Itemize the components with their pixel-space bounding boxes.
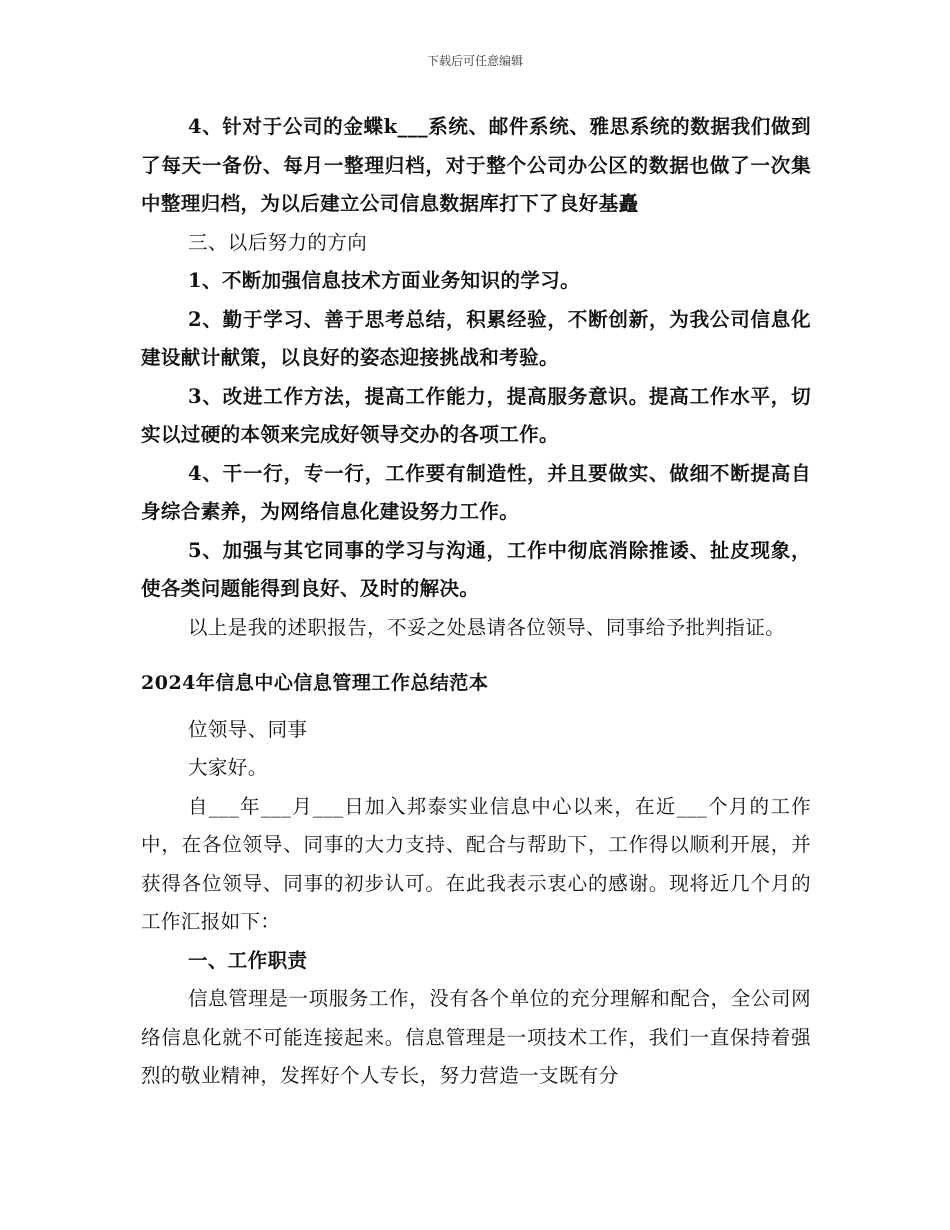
section-heading-future-direction: 三、以后努力的方向 bbox=[188, 230, 368, 254]
paragraph-item-5: 5、加强与其它同事的学习与沟通，工作中彻底消除推诿、扯皮现象，使各类问题能得到良好、及时的解决。 bbox=[141, 538, 811, 600]
page-header: 下载后可任意编辑 bbox=[426, 54, 523, 68]
paragraph-backup-archiving: 4、针对于公司的金蝶k___系统、邮件系统、雅思系统的数据我们做到了每天一备份、每月一整理归档，对于整个公司办公区的数据也做了一次集中整理归档，为以后建立公司信息数据库打下了良好基矗 bbox=[141, 115, 811, 215]
paragraph-item-2: 2、勤于学习、善于思考总结，积累经验，不断创新，为我公司信息化建设献计献策，以良好的姿态迎接挑战和考验。 bbox=[141, 307, 811, 369]
paragraph-introduction: 自___年___月___日加入邦泰实业信息中心以来，在近___个月的工作中，在各位领导、同事的大力支持、配合与帮助下，工作得以顺利开展，并获得各位领导、同事的初步认可。在此我表示衷心的感谢。现将近几个月的工作汇报如下： bbox=[141, 794, 811, 933]
paragraph-item-3: 3、改进工作方法，提高工作能力，提高服务意识。提高工作水平，切实以过硬的本领来完成好领导交办的各项工作。 bbox=[141, 384, 811, 446]
paragraph-salutation: 位领导、同事 bbox=[188, 717, 308, 741]
section-heading-job-duties: 一、工作职责 bbox=[188, 948, 308, 972]
document-body bbox=[141, 108, 811, 1096]
document-title: 2024年信息中心信息管理工作总结范本 bbox=[141, 672, 489, 694]
paragraph-job-duties: 信息管理是一项服务工作，没有各个单位的充分理解和配合，全公司网络信息化就不可能连接起来。信息管理是一项技术工作，我们一直保持着强烈的敬业精神，发挥好个人专长，努力营造一支既有分 bbox=[141, 987, 811, 1087]
paragraph-greeting: 大家好。 bbox=[188, 756, 268, 779]
paragraph-closing: 以上是我的述职报告，不妥之处恳请各位领导、同事给予批判指证。 bbox=[188, 615, 786, 639]
paragraph-item-4: 4、干一行，专一行，工作要有制造性，并且要做实、做细不断提高自身综合素养，为网络信息化建设努力工作。 bbox=[141, 461, 811, 523]
paragraph-item-1: 1、不断加强信息技术方面业务知识的学习。 bbox=[188, 269, 581, 292]
